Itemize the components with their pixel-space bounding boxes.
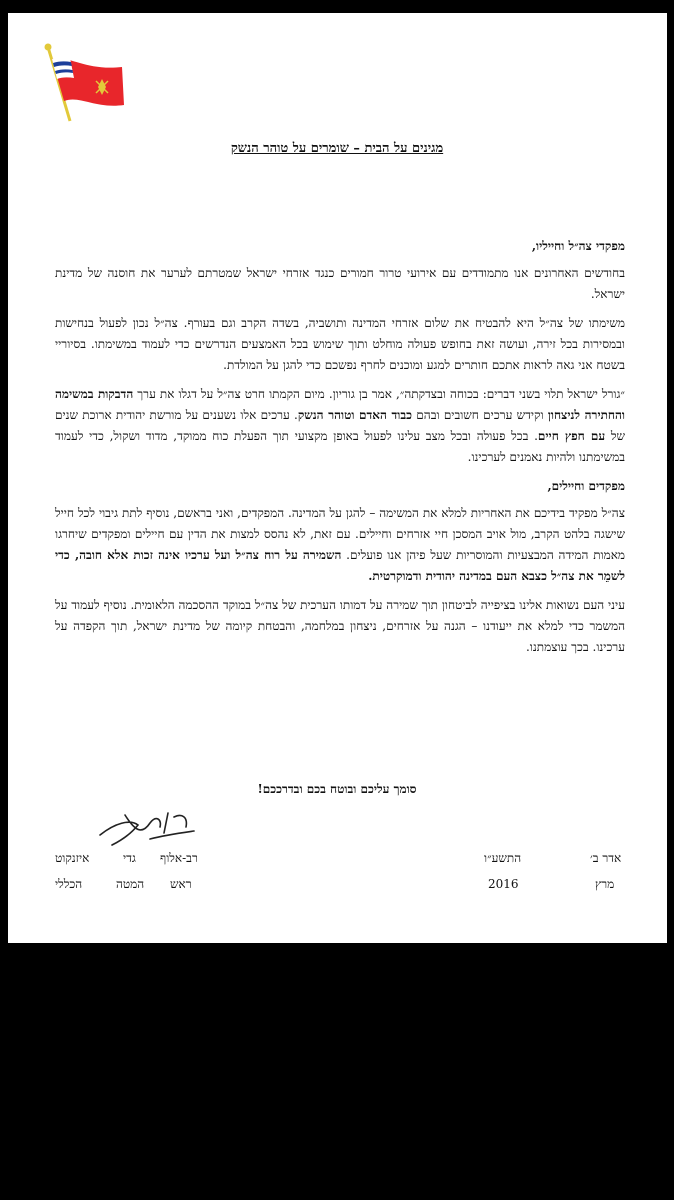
paragraph-terror: בחודשים האחרונים אנו מתמודדים עם אירועי טרור חמורים כנגד אזרחי ישראל שמטרתם לערער את חוסנה של מדינת ישראל.: [55, 266, 625, 301]
date-hebrew-year: התשע״ו: [484, 851, 522, 865]
signer-position-1: ראש: [170, 877, 192, 891]
paragraph-responsibility: צה״ל מפקיד בידיכם את האחריות למלא את המשימה – להגן על המדינה. המפקדים, ואני בראשם, נוסיף לתת גיבוי לכל חייל שישגה בלהט הקרב, מול אויב המסכן חיי אזרחים וחיילים. עם זאת, לא נהסס למצות את הדין עם חיילים ומפקדים שיחרגו מאמות המידה המבצעיות והמוסריות שעל פיהן אנו פועלים. השמירה על רוח צה״ל ועל ערכיו אינה זכות אלא חובה, כדי לשמֵר את צה״ל כצבא העם במדינה יהודית ודמוקרטית.: [55, 506, 626, 583]
signer-position-2: המטה: [116, 877, 145, 891]
paragraph-values: ״גורל ישראל תלוי בשני דברים: בכוחה ובצדקתה״, אמר בן גוריון. מיום הקמתו חרט צה״ל על דגלו את ערך הדבקות במשימה והחתירה לניצחון וקידש ערכים חשובים ובהם כבוד האדם וטוהר הנשק. ערכים אלו נשענים על מורשת יהודית ארוכת שנים של עם חפץ חיים. בכל פעולה ובכל מצב עלינו לפעול באופן מקצועי תוך הפעלת כוח ממוקד, מדוד ושקול, כדי לעמוד במשימתנו ולהיות נאמנים לערכינו.: [55, 387, 625, 464]
letter-title: מגינים על הבית – שומרים על טוהר הנשק: [230, 141, 444, 156]
signer-first-name: גדי: [123, 851, 136, 865]
greeting-commanders: מפקדים וחיילים,: [547, 479, 625, 493]
signature-icon: [90, 805, 200, 850]
signer-rank: רב-אלוף: [160, 851, 198, 865]
letter-body: [55, 236, 625, 666]
signer-last-name: איזנקוט: [55, 851, 90, 865]
greeting-commanders-soldiers: מפקדי צה״ל וחייליו,: [531, 239, 625, 253]
date-gregorian-month: מרץ: [595, 877, 615, 891]
sign-off: סומך עליכם ובוטח בכם ובדרככם!: [257, 782, 417, 796]
idf-flag-icon: [40, 35, 130, 125]
paragraph-closing: עיני העם נשואות אלינו בציפייה לביטחון תוך שמירה על דמותו הערכית של צה״ל במוקד ההסכמה הלאומית. נוסיף לעמוד על המשמר כדי למלא את ייעודנו – הגנה על אזרחים, ניצחון במלחמה, והבטחת קיומה של מדינת ישראל, תוך הקפדה על ערכינו. בכך עוצמתנו.: [55, 598, 625, 654]
date-gregorian-year: 2016: [488, 877, 519, 891]
date-hebrew-month: אדר ב׳: [590, 851, 622, 865]
signer-position-3: הכללי: [55, 877, 83, 891]
paragraph-mission: משימתו של צה״ל היא להבטיח את שלום אזרחי המדינה ותושביה, בשדה הקרב וגם בעורף. צה״ל נכון לפעול בנחישות ובמסירות בכל זירה, ועושה זאת בחופש פעולה מוחלט ותוך שימוש בכל האמצעים הנדרשים כדי לעמוד במשימתו. בסיוריי בשטח אני גאה לראות אתכם חותרים למגע ומוכנים לחרף נפשכם כדי להגן על המולדת.: [55, 316, 625, 372]
